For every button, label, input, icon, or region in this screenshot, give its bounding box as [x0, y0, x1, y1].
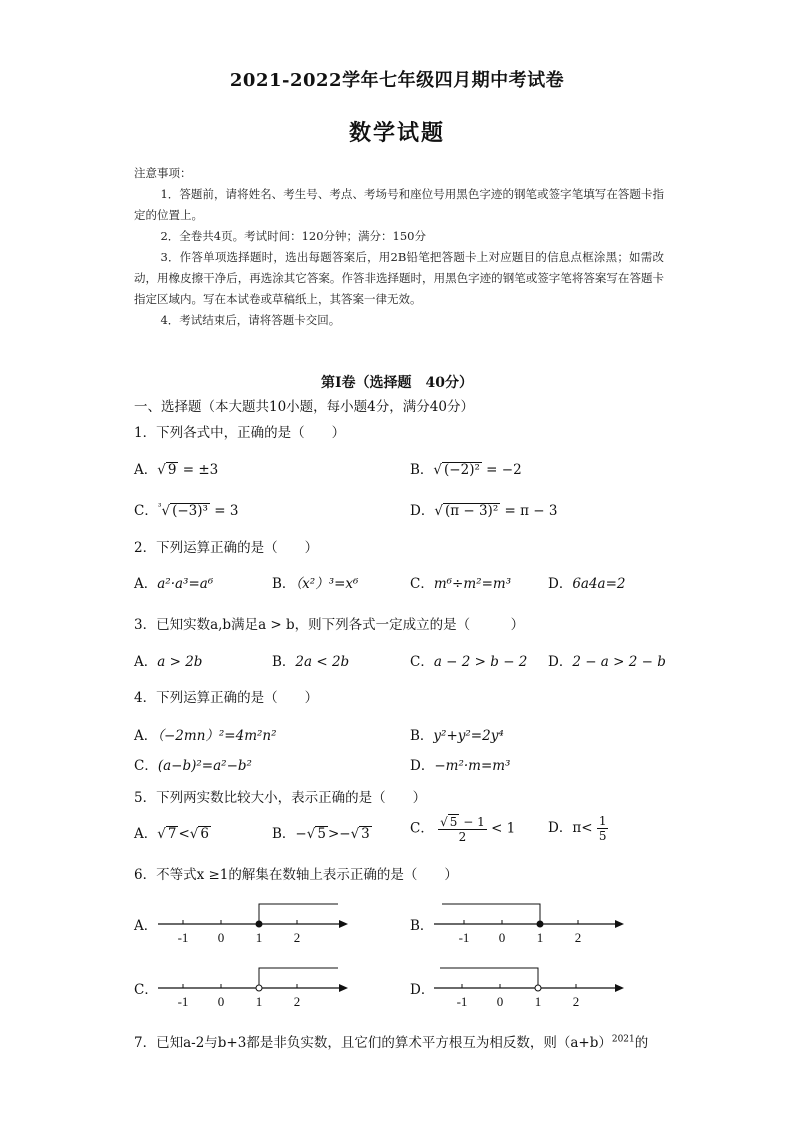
q5-option-c	[410, 814, 515, 844]
q3-option-c	[410, 650, 527, 670]
option-label: A．	[134, 576, 158, 592]
option-tail: = π − 3	[500, 503, 558, 519]
number-line-tick-label: 2	[293, 930, 301, 945]
radicand: 7	[167, 826, 177, 842]
q2-option-a	[134, 572, 213, 592]
q4-option-c	[134, 754, 252, 774]
number-line-tick-label: 0	[217, 930, 225, 945]
number-line-svg	[434, 962, 634, 1012]
fraction	[438, 814, 487, 844]
q4-option-d	[410, 754, 510, 774]
option-text: (a−b)²=a²−b²	[157, 758, 252, 774]
numerator-tail: − 1	[459, 815, 485, 829]
q6-label-d: D．	[410, 982, 435, 998]
notice-item-1: 1．答题前，请将姓名、考生号、考点、考场号和座位号用黑色字迹的钢笔或签字笔填写在答题卡指定的位置上。	[134, 187, 664, 222]
option-label: D．	[410, 503, 435, 519]
notice-item-3: 3．作答单项选择题时，选出每题答案后，用2B铅笔把答题卡上对应题目的信息点框涂黑；如需改动，用橡皮擦干净后，再选涂其它答案。作答非选择题时，用黑色字迹的钢笔或签字笔将答案写在答题卡指定区域内。写在本试卷或草稿纸上，其答案一律无效。	[134, 250, 664, 306]
radicand: (−3)³	[172, 503, 208, 519]
option-tail: = −2	[481, 462, 522, 478]
number-line-tick-label: 1	[255, 930, 263, 945]
option-label: B．	[272, 826, 296, 842]
option-text: 2 − a > 2 − b	[572, 654, 666, 670]
number-line-tick-label: 1	[536, 930, 544, 945]
number-line-tick-label: 1	[534, 994, 542, 1009]
option-text: −m²·m=m³	[434, 758, 511, 774]
closed-endpoint	[256, 921, 262, 927]
option-label: C．	[410, 654, 434, 670]
option-label: A．	[134, 462, 158, 478]
numerator: √ 5 − 1	[440, 815, 485, 829]
number-line-tick-label: -1	[458, 930, 470, 945]
q6-number-line-a	[158, 898, 358, 952]
q2-option-d	[548, 572, 626, 592]
number-line-tick-label: 2	[572, 994, 580, 1009]
option-text: y²+y²=2y⁴	[433, 728, 504, 744]
q6-label-a: A．	[134, 918, 158, 934]
number-line-arrow	[339, 984, 348, 992]
q3-option-a	[134, 650, 202, 670]
denominator: 2	[458, 830, 467, 844]
q5-option-d	[548, 814, 608, 843]
open-endpoint	[535, 985, 541, 991]
option-label: C．	[410, 820, 434, 837]
option-text: 6a4a=2	[572, 576, 626, 592]
q4-option-a	[134, 724, 277, 744]
number-line-arrow	[339, 920, 348, 928]
q6-number-line-b	[434, 898, 634, 952]
exponent: 2021	[611, 1034, 635, 1045]
number-line-tick-label: -1	[177, 994, 189, 1009]
option-text: （x²）³=x⁶	[295, 576, 359, 592]
radicand: (−2)²	[444, 462, 480, 478]
option-tail: = 3	[209, 503, 239, 519]
q6-label-b: B．	[410, 918, 434, 934]
q3-option-d	[548, 650, 666, 670]
notice-block	[134, 163, 664, 331]
q2-option-c	[410, 572, 511, 592]
root-index: ³	[157, 502, 162, 513]
subject-title: 数学试题	[348, 120, 445, 146]
option-text: m⁶÷m²=m³	[433, 576, 512, 592]
q1-option-c: C．$^{^3}$√ (−3)³ = 3	[134, 502, 239, 519]
number-line-svg	[158, 962, 358, 1012]
question-5-stem: 5．下列两实数比较大小，表示正确的是（ ）	[134, 790, 427, 806]
q6-number-line-d	[434, 962, 634, 1016]
number-line-tick-label: -1	[456, 994, 468, 1009]
option-tail: = ±3	[178, 462, 219, 478]
option-text: π<	[572, 820, 593, 836]
solution-range-bracket	[442, 904, 540, 924]
radicand: (π − 3)²	[444, 503, 499, 519]
option-label: D．	[548, 654, 573, 670]
radicand: 5	[317, 826, 326, 842]
number-line-tick-label: 2	[574, 930, 582, 945]
number-line-svg	[158, 898, 358, 948]
option-text: a − 2 > b − 2	[433, 654, 528, 670]
option-label: B．	[410, 462, 434, 478]
comparison-sign: >−	[327, 826, 351, 842]
option-label: A．	[134, 728, 158, 744]
option-label: A．	[134, 654, 158, 670]
option-label: B．	[410, 728, 434, 744]
q1-option-b: B．√ (−2)² = −2	[410, 462, 522, 478]
open-endpoint	[256, 985, 262, 991]
option-label: C．	[410, 576, 434, 592]
number-line-tick-label: 1	[255, 994, 263, 1009]
minus-sign: −	[295, 826, 307, 842]
question-7-text: 7．已知a-2与b+3都是非负实数，且它们的算术平方根互为相反数，则（a+b）	[134, 1035, 612, 1051]
option-label: B．	[272, 654, 296, 670]
option-label: D．	[548, 820, 573, 836]
option-text: （−2mn）²=4m²n²	[157, 728, 277, 744]
question-4-stem: 4．下列运算正确的是（ ）	[134, 690, 319, 706]
closed-endpoint	[537, 921, 543, 927]
option-label: D．	[548, 576, 573, 592]
question-2-stem: 2．下列运算正确的是（ ）	[134, 540, 319, 556]
question-7-stem	[134, 1031, 648, 1051]
question-1-stem: 1．下列各式中，正确的是（ ）	[134, 425, 346, 441]
notice-item-2: 2．全卷共4页。考试时间：120分钟；满分：150分	[160, 229, 426, 243]
option-text: 2a < 2b	[295, 654, 350, 670]
q6-number-line-c	[158, 962, 358, 1016]
notice-heading: 注意事项：	[134, 166, 192, 180]
comparison-sign: <	[178, 826, 190, 842]
section-title: 第I卷（选择题 40分）	[320, 375, 474, 391]
denominator: 5	[598, 829, 607, 843]
question-6-stem: 6．不等式x ≥1的解集在数轴上表示正确的是（ ）	[134, 867, 458, 883]
option-label: A．	[134, 826, 158, 842]
radicand: 3	[361, 826, 370, 842]
notice-item-4: 4．考试结束后，请将答题卡交回。	[160, 313, 341, 327]
fraction	[597, 814, 609, 843]
option-label: C．	[134, 503, 158, 519]
number-line-tick-label: -1	[177, 930, 189, 945]
option-text: a > 2b	[157, 654, 203, 670]
solution-range-bracket	[259, 968, 338, 988]
q1-option-d: D．√ (π − 3)² = π − 3	[410, 503, 558, 519]
q5-option-b: B．−√ 5 >−√ 3	[272, 826, 370, 842]
solution-range-bracket	[259, 904, 338, 924]
number-line-tick-label: 0	[498, 930, 506, 945]
q4-option-b	[410, 724, 504, 744]
number-line-arrow	[615, 984, 624, 992]
solution-range-bracket	[440, 968, 538, 988]
numerator: 1	[598, 814, 607, 828]
option-text: a²·a³=a⁶	[157, 576, 214, 592]
number-line-tick-label: 2	[293, 994, 301, 1009]
option-label: D．	[410, 758, 435, 774]
radicand: 9	[167, 462, 177, 478]
option-label: C．	[134, 758, 158, 774]
q2-option-b	[272, 572, 358, 592]
number-line-svg	[434, 898, 634, 948]
question-7-text-tail: 的	[634, 1035, 649, 1051]
option-tail: < 1	[491, 820, 516, 837]
q3-option-b	[272, 650, 349, 670]
number-line-arrow	[615, 920, 624, 928]
q1-option-a: A．√ 9 = ±3	[134, 462, 219, 478]
exam-title: 2021-2022学年七年级四月期中考试卷	[229, 70, 565, 91]
q5-option-a: A．√ 7 <√ 6	[134, 826, 209, 842]
radicand: 5	[449, 815, 458, 829]
question-3-stem: 3．已知实数a,b满足a > b，则下列各式一定成立的是（ ）	[134, 617, 525, 633]
number-line-tick-label: 0	[496, 994, 504, 1009]
option-label: B．	[272, 576, 296, 592]
number-line-tick-label: 0	[217, 994, 225, 1009]
radicand: 6	[200, 826, 209, 842]
q6-label-c: C．	[134, 982, 158, 998]
part-heading: 一、选择题（本大题共10小题，每小题4分，满分40分）	[134, 399, 474, 415]
